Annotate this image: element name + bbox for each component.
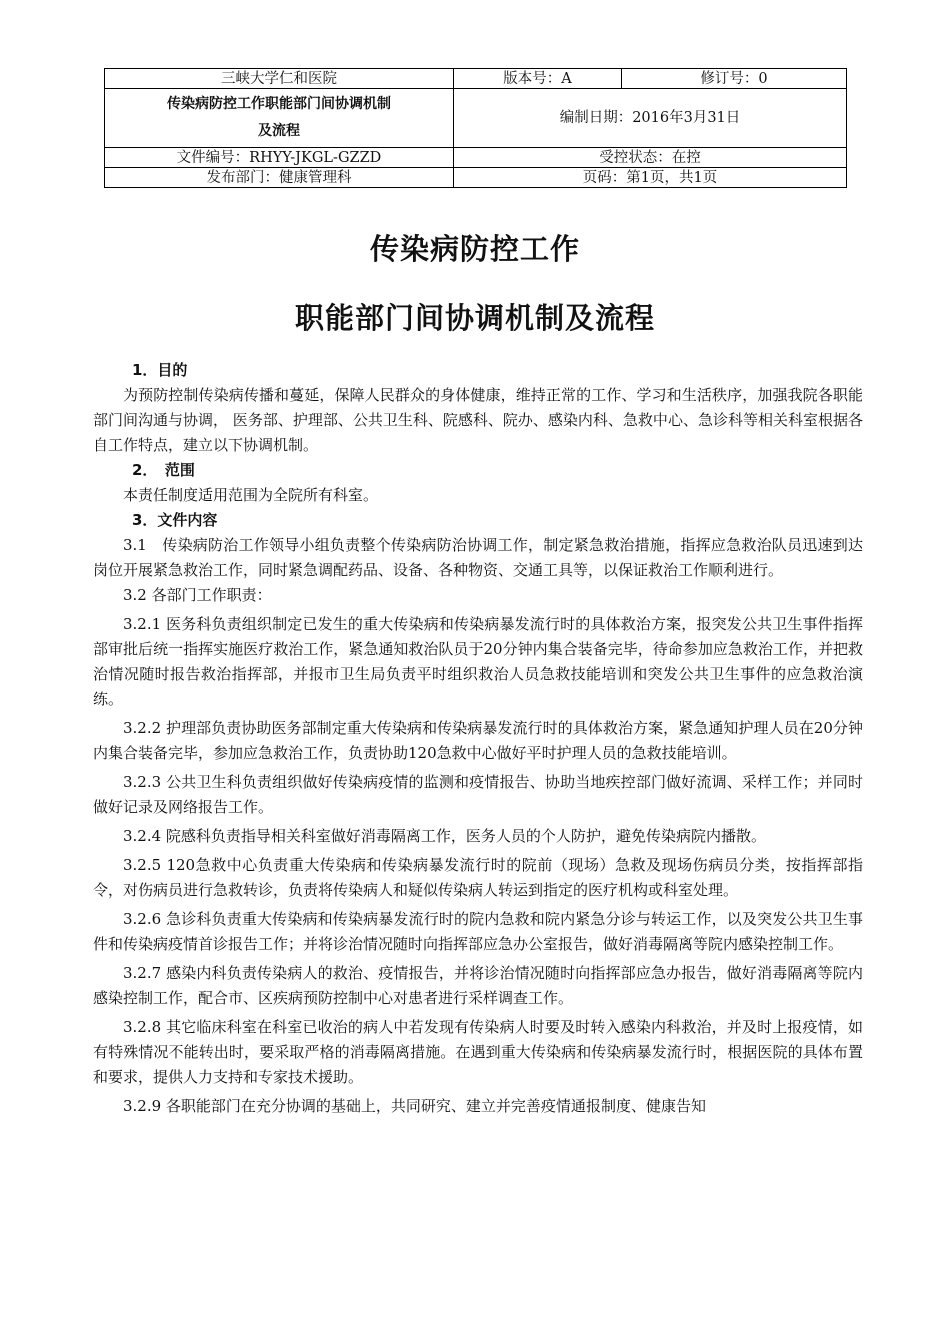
- section-heading-purpose: 1．目的: [132, 361, 188, 379]
- main-title-line2: 职能部门间协调机制及流程: [294, 301, 655, 335]
- paragraph-3-2-7: 3.2.7 感染内科负责传染病人的救治、疫情报告，并将诊治情况随时向指挥部应急办报告，做好消毒隔离等院内感染控制工作，配合市、区疾病预防控制中心对患者进行采样调查工作。: [93, 964, 863, 1007]
- main-title-line1: 传染病防控工作: [369, 232, 580, 266]
- paragraph-3-2-5: 3.2.5 120急救中心负责重大传染病和传染病暴发流行时的院前（现场）急救及现场伤病员分类，按指挥部指令，对伤病员进行急救转诊，负责将传染病人和疑似传染病人转运到指定的医疗机构或科室处理。: [93, 856, 863, 899]
- issuing-department: 发布部门：健康管理科: [105, 168, 454, 188]
- control-status: 受控状态：在控: [454, 148, 847, 168]
- section-text-scope: 本责任制度适用范围为全院所有科室。: [123, 486, 379, 504]
- paragraph-3-2-8: 3.2.8 其它临床科室在科室已收治的病人中若发现有传染病人时要及时转入感染内科救治，并及时上报疫情，如有特殊情况不能转出时，要采取严格的消毒隔离措施。在遇到重大传染病和传染病暴发流行时，根据医院的具体布置和要求，提供人力支持和专家技术援助。: [93, 1018, 863, 1086]
- doc-title-cell: [105, 89, 454, 148]
- document-body: [93, 358, 863, 1119]
- page-info: 页码：第1页，共1页: [454, 168, 847, 188]
- document-header-table: [104, 68, 847, 188]
- paragraph-3-2-6: 3.2.6 急诊科负责重大传染病和传染病暴发流行时的院内急救和院内紧急分诊与转运工作，以及突发公共卫生事件和传染病疫情首诊报告工作；并将诊治情况随时向指挥部应急办公室报告，做好消毒隔离等院内感染控制工作。: [93, 910, 863, 953]
- section-heading-scope: 2． 范围: [132, 461, 195, 479]
- paragraph-3-2: 3.2 各部门工作职责：: [123, 586, 272, 604]
- section-heading-content: 3．文件内容: [132, 511, 218, 529]
- paragraph-3-2-1: 3.2.1 医务科负责组织制定已发生的重大传染病和传染病暴发流行时的具体救治方案，报突发公共卫生事件指挥部审批后统一指挥实施医疗救治工作，紧急通知救治队员于20分钟内集合装备完毕，待命参加应急救治工作，并把救治情况随时报告救治指挥部，并报市卫生局负责平时组织救治人员急救技能培训和突发公共卫生事件的应急救治演练。: [93, 615, 863, 708]
- compile-date: 编制日期：2016年3月31日: [454, 89, 847, 148]
- paragraph-3-2-3: 3.2.3 公共卫生科负责组织做好传染病疫情的监测和疫情报告、协助当地疾控部门做好流调、采样工作；并同时做好记录及网络报告工作。: [93, 773, 863, 816]
- paragraph-3-2-4: 3.2.4 院感科负责指导相关科室做好消毒隔离工作，医务人员的个人防护，避免传染病院内播散。: [123, 827, 766, 845]
- paragraph-3-1: 3.1 传染病防治工作领导小组负责整个传染病防治协调工作，制定紧急救治措施，指挥应急救治队员迅速到达岗位开展紧急救治工作，同时紧急调配药品、设备、各种物资、交通工具等，以保证救治工作顺利进行。: [93, 536, 863, 579]
- paragraph-3-2-2: 3.2.2 护理部负责协助医务部制定重大传染病和传染病暴发流行时的具体救治方案，紧急通知护理人员在20分钟内集合装备完毕，参加应急救治工作，负责协助120急救中心做好平时护理人员的急救技能培训。: [93, 719, 863, 762]
- file-number: 文件编号：RHYY-JKGL-GZZD: [105, 148, 454, 168]
- doc-title-line1: 传染病防控工作职能部门间协调机制: [167, 96, 391, 112]
- revision-number: 修订号：0: [622, 69, 847, 89]
- version-number: 版本号：A: [454, 69, 622, 89]
- hospital-name: 三峡大学仁和医院: [105, 69, 454, 89]
- paragraph-3-2-9: 3.2.9 各职能部门在充分协调的基础上，共同研究、建立并完善疫情通报制度、健康告知: [123, 1097, 706, 1115]
- doc-title-line2: 及流程: [258, 123, 300, 139]
- section-text-purpose: 为预防控制传染病传播和蔓延，保障人民群众的身体健康，维持正常的工作、学习和生活秩序，加强我院各职能部门间沟通与协调， 医务部、护理部、公共卫生科、院感科、院办、感染内科、急救中心、急诊科等相关科室根据各自工作特点，建立以下协调机制。: [93, 386, 863, 454]
